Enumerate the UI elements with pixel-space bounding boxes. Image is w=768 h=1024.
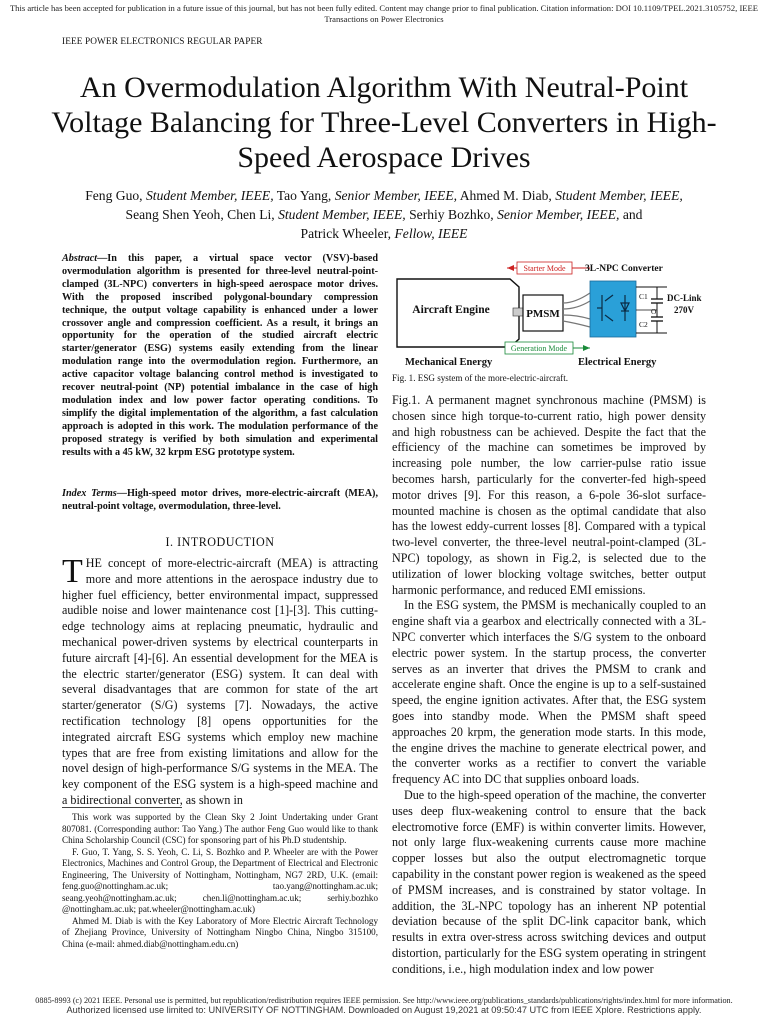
- abstract-text: —In this paper, a virtual space vector (VSV)-based overmodulation algorithm is presented for three-level neutral-point-clamped (3L-NPC) converters in high-speed aerospace motor drives. With the proposed inscribed polygonal-boundary compression technique, the output voltage capability is enhanced under a lower crossover angle and compression coefficient. As a result, it brings an opportunity for the operation of the studied aircraft electric starter/generator (ESG) systems easily extending from the linear modulation range into the overmodulation region. Furthermore, an active capacitor voltage balancing control method is investigated to recover neutral-point (NP) potential imbalance in the case of high modulation index and low power factor operating conditions. To simplify the digital implementation of the algorithm, a fast calculation approach is adopted in this work. The modulation performance of the proposed strategy is verified by both simulation and experimental results with a 45 kW, 32 krpm ESG prototype system.: [62, 253, 378, 458]
- starter-mode-label: Starter Mode: [523, 264, 566, 273]
- author-role: Student Member, IEEE,: [555, 188, 683, 203]
- author-role: Senior Member, IEEE,: [497, 207, 620, 222]
- footnote: F. Guo, T. Yang, S. S. Yeoh, C. Li, S. Bozhko and P. Wheeler are with the Power Electronics, Machines and Control Group, the Department of Electrical and Electronic Engineering, The University of Nottingham, Nottingham, NG7 2RD, U.K. (email: feng.guo@nottingham.ac.uk; tao.yang@nottingham.ac.uk; seang.yeoh@nottingham.ac.uk; chen.li@nottingham.ac.uk; serhiy.bozhko @nottingham.ac.uk; pat.wheeler@nottingham.ac.uk): [62, 846, 378, 914]
- author-name: Patrick Wheeler,: [300, 226, 392, 241]
- starter-arrow-head: [507, 265, 514, 271]
- generation-arrow-head: [583, 345, 590, 351]
- author-conjunction: and: [622, 207, 643, 222]
- abstract: [62, 253, 378, 460]
- engine-shaft: [513, 308, 523, 316]
- footnote-rule: [62, 807, 182, 808]
- footnote: This work was supported by the Clean Sky 2 Joint Undertaking under Grant 807081. (Corresponding author: Tao Yang.) The author Feng Guo would like to thank China Scholarship Council (CSC) for sponsoring part of his Ph.D studentship.: [62, 812, 378, 845]
- index-terms: [62, 488, 378, 514]
- copyright-notice: 0885-8993 (c) 2021 IEEE. Personal use is permitted, but republication/redistribution requires IEEE permission. See http://www.ieee.org/publications_standards/publications/rights/index.html for more information.: [35, 996, 733, 1005]
- c1-label: C1: [639, 292, 648, 301]
- index-terms-label: Index Terms: [62, 488, 117, 499]
- intro-text: HE concept of more-electric-aircraft (MEA) is attracting more and more attentions in the aerospace industry due to higher fuel efficiency, better environmental impact, suppressed audible noise and lower maintenance cost [1]-[3]. This cutting-edge technology aims at replacing pneumatic, hydraulic and mechanical power-driven systems by electrical counterparts in future aircraft [4]-[6]. An essential development for the MEA is the electric starter/generator (ESG) system. It can deal with several disadvantages that are common for state of the art starter/generator (S/G) systems [7]. Nowadays, the active rectification technology [8] opens opportunities for the integrated aircraft ESG systems which employ new machine types that are free from existing limitations and allow for the novel design of high-performance S/G systems in the MEA. The key component of the ESG system is a high-speed machine and a bidirectional converter, as shown in: [62, 556, 378, 807]
- author-role: Fellow, IEEE: [394, 226, 468, 241]
- paragraph: Fig.1. A permanent magnet synchronous machine (PMSM) is chosen since high torque-to-current ratio, high power density and high robustness can be achieved. Despite the fact that the efficiency of the machine can sometimes be improved by increasing pole number, the low carrier-pulse ratio issue becomes harsh, particularly for the converter-fed high-speed motor drives [9]. For this reason, a 6-pole 36-slot surface-mounted machine is chosen as the optimal candidate that also has the lowest eddy-current losses [8]. Compared with a typical two-level converter, the three-level neutral-point-clamped (3L-NPC) topology, as shown in Fig.2, is selected due to the utilization of lower blocking voltage switches, better output harmonic performance, and reduced EMI emissions.: [392, 393, 706, 597]
- aircraft-engine-label: Aircraft Engine: [412, 304, 490, 316]
- author-name: Ahmed M. Diab,: [459, 188, 552, 203]
- publication-notice: This article has been accepted for publication in a future issue of this journal, but has not been fully edited. Content may change prior to final publication. Citation information: DOI 10.1109/TPEL.2021.3105752, IEEE Transactions on Power Electronics: [9, 3, 759, 24]
- author-role: Senior Member, IEEE,: [334, 188, 458, 203]
- author-role: Student Member, IEEE,: [146, 188, 274, 203]
- abstract-label: Abstract: [62, 253, 98, 264]
- right-column-text: [392, 393, 706, 977]
- author-name: Feng Guo,: [85, 188, 143, 203]
- generation-mode-label: Generation Mode: [510, 344, 568, 353]
- author-name: Serhiy Bozhko,: [409, 207, 494, 222]
- converter-label: 3L-NPC Converter: [585, 264, 663, 274]
- electrical-energy-label: Electrical Energy: [578, 357, 657, 368]
- dc-link-label: DC-Link: [667, 293, 702, 303]
- o-label: O: [651, 307, 657, 316]
- mechanical-energy-label: Mechanical Energy: [405, 357, 493, 368]
- converter-box: [590, 281, 636, 337]
- author-name: Seang Shen Yeoh, Chen Li,: [125, 207, 275, 222]
- paper-title: An Overmodulation Algorithm With Neutral-Point Voltage Balancing for Three-Level Converters in High-Speed Aerospace Drives: [51, 71, 717, 174]
- author-role: Student Member, IEEE,: [278, 207, 406, 222]
- drop-cap: T: [62, 553, 83, 590]
- figure-caption: Fig. 1. ESG system of the more-electric-aircraft.: [392, 373, 569, 383]
- section-heading: I. INTRODUCTION: [165, 535, 275, 549]
- index-terms-text: —High-speed motor drives, more-electric-aircraft (MEA), neutral-point voltage, overmodulation, three-level.: [62, 488, 378, 512]
- footnote: Ahmed M. Diab is with the Key Laboratory of More Electric Aircraft Technology of Zhejiang Province, University of Nottingham Ningbo China, Ningbo 315100, China (e-mail: ahmed.diab@nottingham.edu.cn): [62, 915, 378, 949]
- paragraph: In the ESG system, the PMSM is mechanically coupled to an engine shaft via a gearbox and electrically connected with a 3L-NPC converter which interfaces the S/G system to the onboard electric power system. In the startup process, the converter serves as an inverter that drives the PMSM to crank and accelerate engine shaft. Once the engine is up to a self-sustained speed, the engine ignition activates. After that, the ESG system goes into standby mode. When the PMSM shaft speed approaches 20 krpm, the generation mode starts. In this mode, the engine drives the machine to generate electrical power, and the converter works as a rectifier to convert the variable frequency AC into DC that supplies onboard loads.: [392, 598, 706, 787]
- paragraph: Due to the high-speed operation of the machine, the converter uses deep flux-weakening control to ensure that the back electromotive force (EMF) is within converter limits. However, not only large flux-weakening currents cause more machine copper losses but also the output electromagnetic torque capability in the constant power region is weakened as the speed of PMSM increases, and is constrained by stator voltage. In addition, the 3L-NPC topology has an inherent NP potential deviation because of the split DC-link capacitor bank, which results in extra over-stress across switching devices and output distortion, particularly for the ESG system operating in stringent conditions, i.e., high modulation index and low power: [392, 787, 706, 976]
- figure-esg-system: [395, 255, 707, 373]
- intro-paragraph: [62, 553, 378, 809]
- pmsm-label: PMSM: [526, 308, 560, 320]
- author-list: [50, 186, 718, 243]
- dc-voltage-label: 270V: [674, 305, 694, 315]
- c2-label: C2: [639, 320, 648, 329]
- footnotes: [62, 812, 378, 950]
- running-head: IEEE POWER ELECTRONICS REGULAR PAPER: [62, 37, 263, 47]
- author-name: Tao Yang,: [276, 188, 332, 203]
- license-notice: Authorized licensed use limited to: UNIVERSITY OF NOTTINGHAM. Downloaded on August 19,2021 at 09:50:47 UTC from IEEE Xplore. Restrictions apply.: [66, 1005, 702, 1015]
